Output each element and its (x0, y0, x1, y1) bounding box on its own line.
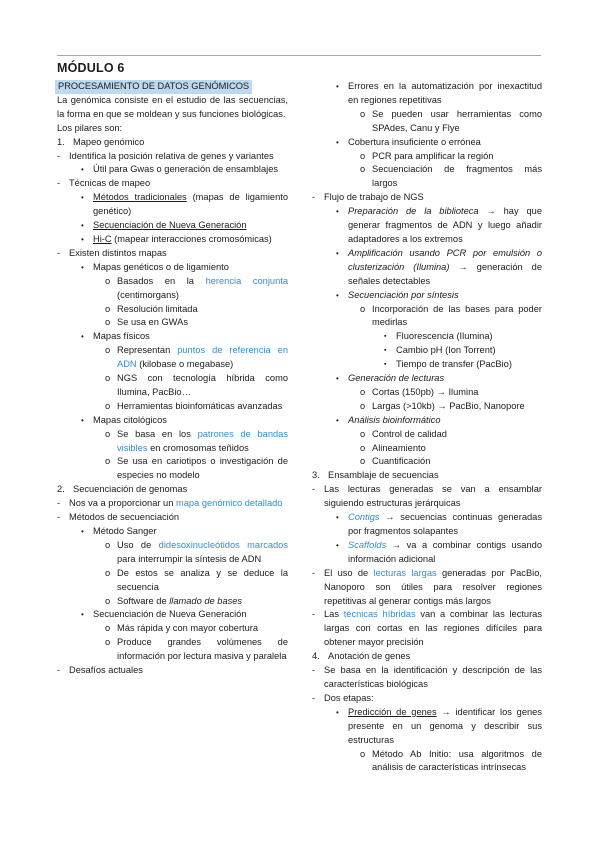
pillars-intro: Los pilares son: (57, 122, 123, 133)
list-item: - Identifica la posición relativa de genes y variantes (57, 150, 274, 161)
list-item: • Análisis bioinformático (336, 414, 441, 425)
list-item: ▪ Cambio pH (Ion Torrent) (384, 345, 496, 356)
list-item: o Basados en la herencia conjunta (centimorgans) (105, 275, 288, 300)
heading-anotacion: 4. Anotación de genes (312, 651, 411, 662)
list-item: • Errores en la automatización por inexactitud en regiones repetitivas (336, 81, 542, 105)
list-item: o Más rápida y con mayor cobertura (105, 623, 259, 634)
list-item: o Se pueden usar herramientas como SPAdes, Canu y Flye (360, 108, 542, 133)
list-item: • Métodos tradicionales (mapas de ligamiento genético) (81, 192, 289, 217)
list-item: • Mapas citológicos (81, 414, 167, 425)
list-item: • Scaffolds → va a combinar contigs usando información adicional (336, 539, 542, 564)
right-column (312, 80, 542, 775)
list-item: • Preparación de la biblioteca → hay que generar fragmentos de ADN y luego añadir adaptadores a los extremos (336, 206, 542, 244)
list-item: o NGS con tecnología híbrida como Ilumina, PacBio… (105, 373, 288, 397)
list-item: o Produce grandes volúmenes de información por lectura masiva y paralela (105, 637, 288, 662)
list-item: o Se basa en los patrones de bandas visibles en cromosomas teñidos (105, 428, 288, 453)
list-item: • Útil para Gwas o generación de ensamblajes (81, 164, 279, 175)
list-item: • Secuenciación por síntesis (336, 289, 459, 300)
list-item: • Secuenciación de Nueva Generación (81, 609, 247, 620)
list-item: - Técnicas de mapeo (57, 178, 151, 189)
list-item: • Hi-C (mapear interacciones cromosómicas) (81, 233, 272, 244)
list-item: o Representan puntos de referencia en ADN (kilobase o megabase) (105, 345, 289, 370)
list-item: o Resolución limitada (105, 303, 198, 314)
list-item: - Las técnicas híbridas van a combinar las lecturas largas con cortas en las regiones difíciles para obtener mayor precisión (312, 609, 543, 648)
list-item: • Predicción de genes → identificar los genes presente en un genoma y describir sus estructuras (336, 706, 542, 745)
list-item: ▪ Tiempo de transfer (PacBio) (384, 359, 512, 370)
list-item: o PCR para amplificar la región (360, 150, 494, 161)
list-item: • Generación de lecturas (336, 373, 445, 384)
list-item: - Dos etapas: (312, 692, 374, 703)
left-column (57, 80, 288, 678)
list-item: o Alineamiento (360, 442, 426, 453)
list-item: o Método Ab Initio: usa algoritmos de análisis de características intrínsecas (360, 748, 542, 773)
list-item: - Desafíos actuales (57, 665, 143, 676)
heading-secuenciacion: 2. Secuenciación de genomas (57, 484, 188, 495)
list-item: o Control de calidad (360, 428, 447, 439)
intro-paragraph: La genómica consiste en el estudio de las secuencias, la forma en que se moldean y sus funciones biológicas. (57, 94, 288, 119)
list-item: • Cobertura insuficiente o errónea (336, 136, 481, 147)
heading-ensamblaje: 3. Ensamblaje de secuencias (312, 470, 439, 481)
list-item: • Mapas físicos (81, 331, 150, 342)
list-item: o Herramientas bioinfomáticas avanzadas (105, 400, 283, 411)
header-rule (57, 55, 541, 56)
list-item: o De estos se analiza y se deduce la secuencia (105, 567, 288, 592)
list-item: o Incorporación de las bases para poder medirlas (360, 303, 542, 328)
section-heading: PROCESAMIENTO DE DATOS GENÓMICOS (57, 80, 288, 94)
page-title: MÓDULO 6 (57, 61, 125, 75)
list-item: o Cortas (150pb) → Ilumina (360, 386, 479, 397)
list-item: • Secuenciación de Nueva Generación (81, 220, 247, 231)
list-item: - El uso de lecturas largas generadas por PacBio, Nanoporo son útiles para resolver regiones repetitivas al generar contigs más largos (312, 567, 542, 606)
list-item: - Se basa en la identificación y descripción de las características biológicas (312, 665, 542, 689)
list-item: - Las lecturas generadas se van a ensamblar siguiendo estructuras jerárquicas (312, 484, 542, 509)
list-item: • Contigs → secuencias continuas generadas por fragmentos solapantes (336, 512, 542, 536)
list-item: o Secuenciación de fragmentos más largos (360, 164, 542, 189)
list-item: ▪ Fluorescencia (Ilumina) (384, 331, 493, 342)
list-item: o Se usa en GWAs (105, 317, 188, 328)
list-item: • Mapas genéticos o de ligamiento (81, 261, 229, 272)
list-item: o Software de llamado de bases (105, 595, 243, 606)
list-item: • Método Sanger (81, 526, 157, 536)
list-item: o Se usa en cariotipos o investigación de especies no modelo (105, 456, 288, 481)
list-item: - Existen distintos mapas (57, 247, 167, 258)
list-item: o Cuantificación (360, 456, 431, 467)
heading-mapeo: 1. Mapeo genómico (57, 136, 145, 147)
list-item: - Métodos de secuenciación (57, 512, 180, 523)
list-item: - Flujo de trabajo de NGS (312, 192, 424, 203)
list-item: • Amplificación usando PCR por emulsión o clusterización (Ilumina) → generación de señales detectables (336, 247, 542, 286)
list-item: o Largas (>10kb) → PacBio, Nanopore (360, 400, 525, 411)
list-item: o Uso de didesoxinucleótidos marcados para interrumpir la síntesis de ADN (105, 539, 289, 564)
list-item: - Nos va a proporcionar un mapa genómico detallado (57, 498, 283, 509)
